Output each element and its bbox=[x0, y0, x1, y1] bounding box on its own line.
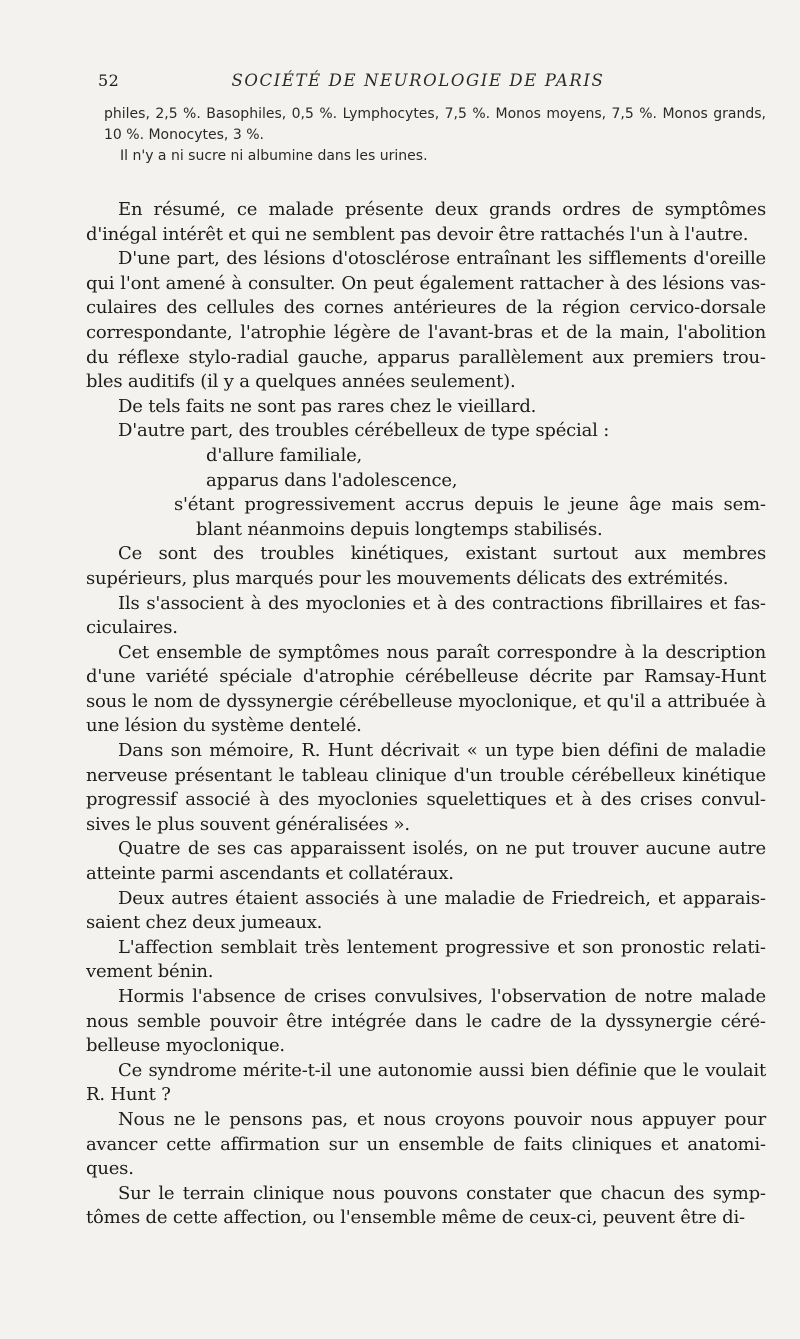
paragraph: Deux autres étaient associés à une maladie de Friedreich, et apparaissaient chez deux jumeaux. bbox=[86, 887, 766, 934]
paragraph: Ce sont des troubles kinétiques, existant surtout aux membres supérieurs, plus marqués pour les mouvements délicats des extrémités. bbox=[86, 543, 766, 589]
list-item: d'allure familiale, bbox=[206, 444, 363, 466]
paragraph: Dans son mémoire, R. Hunt décrivait « un type bien défini de maladie nerveuse présentant le tableau clinique d'un trouble cérébelleux kinétique progressif associé à des myoclonies squelettiques et à des crises convulsives le plus souvent généralisées ». bbox=[86, 740, 766, 835]
urine-note-paragraph: Il n'y a ni sucre ni albumine dans les urines. bbox=[120, 148, 428, 164]
paragraph: Nous ne le pensons pas, et nous croyons pouvoir nous appuyer pour avancer cette affirmation sur un ensemble de faits cliniques et anatomiques. bbox=[86, 1108, 766, 1180]
paragraph: D'autre part, des troubles cérébelleux de type spécial : bbox=[118, 420, 610, 442]
running-title: SOCIÉTÉ DE NEUROLOGIE DE PARIS bbox=[231, 71, 605, 90]
lab-results-text bbox=[104, 104, 766, 167]
symptom-list bbox=[174, 444, 766, 542]
list-item: apparus dans l'adolescence, bbox=[206, 469, 458, 491]
body-text bbox=[86, 198, 766, 1231]
blood-count-paragraph: philes, 2,5 %. Basophiles, 0,5 %. Lymphocytes, 7,5 %. Monos moyens, 7,5 %. Monos grands, 10 %. Monocytes, 3 %. bbox=[104, 106, 766, 143]
paragraph: Sur le terrain clinique nous pouvons constater que chacun des symptômes de cette affection, ou l'ensemble même de ceux-ci, peuvent être di- bbox=[86, 1182, 766, 1229]
paragraph: En résumé, ce malade présente deux grands ordres de symptômes d'inégal intérêt et qui ne semblent pas devoir être rattachés l'un à l'autre. bbox=[86, 199, 766, 245]
paragraph: L'affection semblait très lentement progressive et son pronostic relativement bénin. bbox=[86, 936, 766, 983]
page-number: 52 bbox=[98, 71, 120, 90]
paragraph: Ce syndrome mérite-t-il une autonomie aussi bien définie que le voulait R. Hunt ? bbox=[86, 1059, 766, 1106]
list-item: s'étant progressivement accrus depuis le jeune âge mais semblant néanmoins depuis longtemps stabilisés. bbox=[174, 494, 766, 540]
paragraph: Cet ensemble de symptômes nous paraît correspondre à la description d'une variété spéciale d'atrophie cérébelleuse décrite par Ramsay-Hunt sous le nom de dyssynergie cérébelleuse myoclonique, et qu'il a attribuée à une lésion du système dentelé. bbox=[86, 641, 766, 737]
paragraph: De tels faits ne sont pas rares chez le vieillard. bbox=[118, 395, 537, 417]
paragraph: Hormis l'absence de crises convulsives, l'observation de notre malade nous semble pouvoir être intégrée dans le cadre de la dyssynergie cérébelleuse myoclonique. bbox=[86, 986, 766, 1057]
paragraph: Quatre de ses cas apparaissent isolés, on ne put trouver aucune autre atteinte parmi ascendants et collatéraux. bbox=[86, 838, 766, 885]
paragraph: D'une part, des lésions d'otosclérose entraînant les sifflements d'oreille qui l'ont amené à consulter. On peut également rattacher à des lésions vasculaires des cellules des cornes antérieures de la région cervico-dorsale correspondante, l'atrophie légère de l'avant-bras et de la main, l'abolition du réflexe stylo-radial gauche, apparus parallèlement aux premiers troubles auditifs (il y a quelques années seulement). bbox=[86, 248, 766, 393]
paragraph: Ils s'associent à des myoclonies et à des contractions fibrillaires et fasciculaires. bbox=[86, 592, 766, 639]
page-header bbox=[88, 71, 748, 97]
